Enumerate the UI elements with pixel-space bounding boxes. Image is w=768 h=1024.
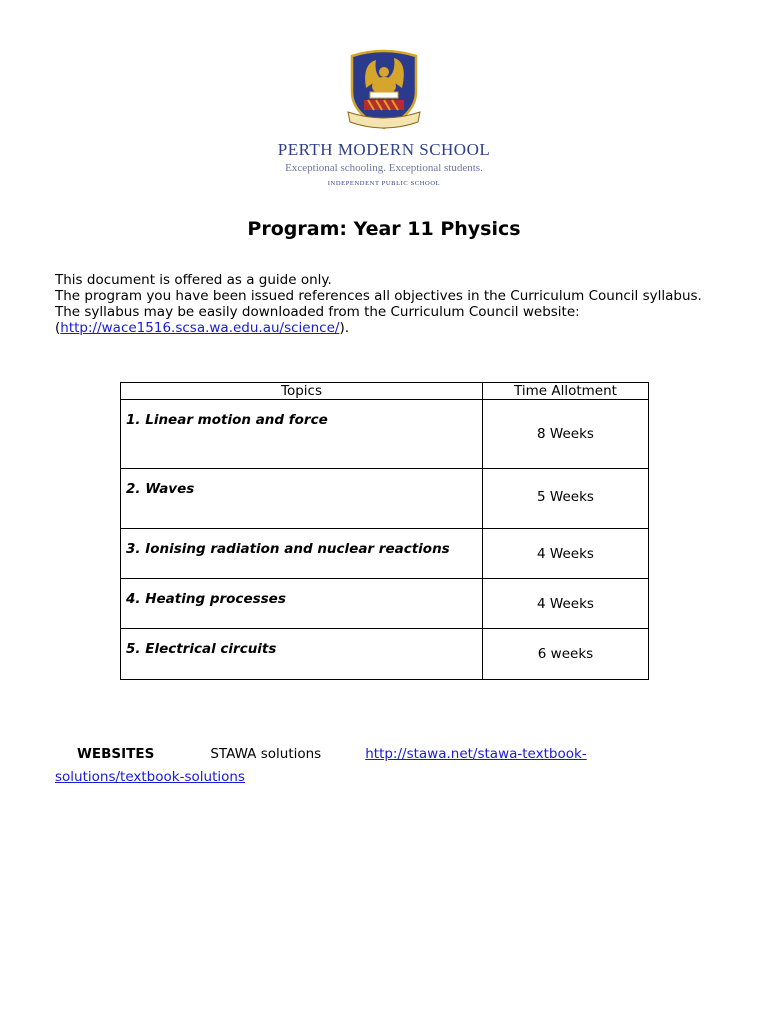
table-row	[121, 579, 649, 629]
stawa-name: STAWA solutions	[210, 746, 322, 762]
time-cell: 6 weeks	[483, 629, 649, 680]
page-title: Program: Year 11 Physics	[247, 218, 521, 240]
topic-cell: 3. Ionising radiation and nuclear reactions	[121, 529, 483, 579]
table-row	[121, 529, 649, 579]
syllabus-link[interactable]: http://wace1516.scsa.wa.edu.au/science/	[60, 320, 340, 336]
table-header-row	[121, 383, 649, 400]
websites-label: WEBSITES	[77, 746, 155, 762]
topic-cell: 1. Linear motion and force	[121, 400, 483, 469]
topic-cell: 5. Electrical circuits	[121, 629, 483, 680]
open-paren: (	[55, 320, 61, 336]
intro-line-2	[55, 288, 715, 336]
school-crest-icon	[346, 48, 422, 130]
school-logo	[0, 48, 768, 187]
intro-line-2-text: The program you have been issued references all objectives in the Curriculum Council syllabus. The syllabus may be easily downloaded from the Curriculum Council website:	[55, 288, 702, 320]
close-paren: ).	[339, 320, 349, 336]
time-cell: 5 Weeks	[483, 469, 649, 529]
time-cell: 4 Weeks	[483, 579, 649, 629]
websites-section	[55, 743, 715, 789]
topic-cell: 4. Heating processes	[121, 579, 483, 629]
program-table	[120, 382, 649, 680]
topic-cell: 2. Waves	[121, 469, 483, 529]
table-row	[121, 629, 649, 680]
header-topics: Topics	[121, 383, 483, 400]
header-time-allotment: Time Allotment	[483, 383, 649, 400]
intro-text	[55, 272, 715, 336]
table-row	[121, 400, 649, 469]
school-name: PERTH MODERN SCHOOL	[277, 140, 491, 159]
school-subtag: INDEPENDENT PUBLIC SCHOOL	[327, 180, 441, 187]
time-cell: 4 Weeks	[483, 529, 649, 579]
table-row	[121, 469, 649, 529]
school-tagline: Exceptional schooling. Exceptional students.	[285, 162, 483, 174]
intro-line-1: This document is offered as a guide only.	[55, 272, 332, 288]
stawa-link-part-1[interactable]: http://stawa.net/stawa-textbook-	[365, 746, 587, 762]
time-cell: 8 Weeks	[483, 400, 649, 469]
stawa-link-part-2[interactable]: solutions/textbook-solutions	[55, 769, 245, 785]
